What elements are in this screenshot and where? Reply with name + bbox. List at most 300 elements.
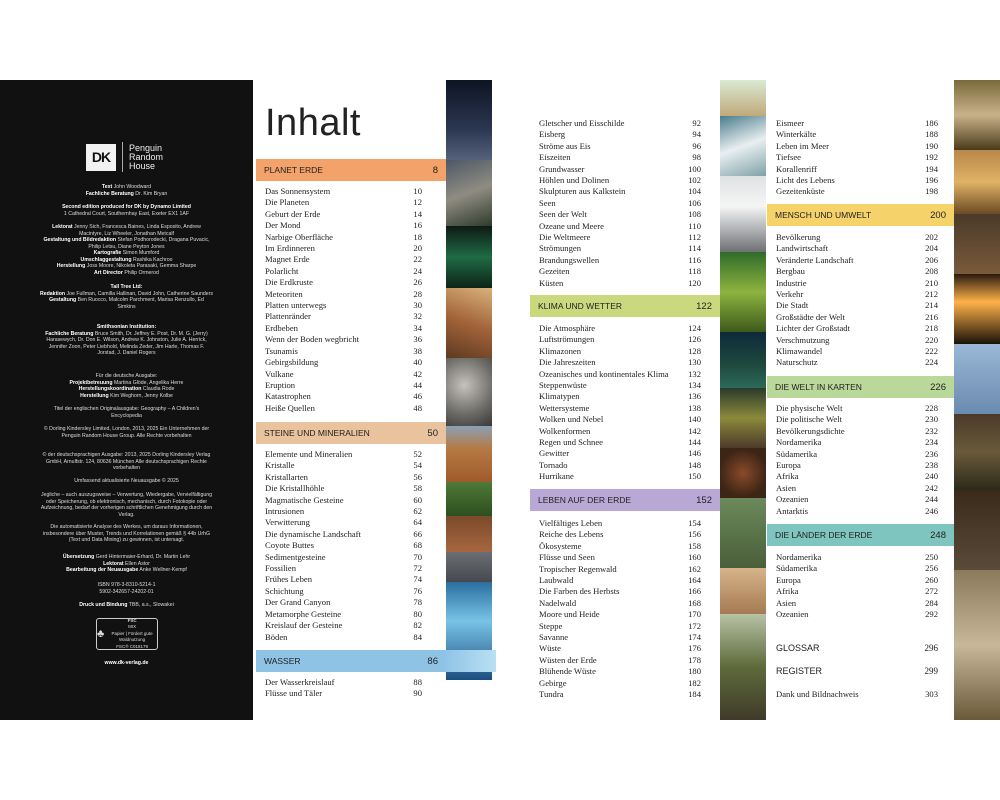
toc-entry-title: Leben im Meer	[776, 140, 829, 151]
section-die-welt-in-karten[interactable]: DIE WELT IN KARTEN 226	[767, 376, 954, 398]
toc-entry-title: Bevölkerungsdichte	[776, 425, 845, 436]
toc-entry[interactable]	[776, 232, 938, 243]
toc-entry[interactable]	[776, 471, 938, 482]
toc-entry[interactable]	[265, 506, 422, 517]
toc-entry[interactable]	[776, 323, 938, 334]
toc-entry-page: 230	[925, 414, 938, 425]
toc-entry[interactable]	[539, 621, 701, 632]
toc-list-leben-cont	[776, 118, 938, 198]
toc-entry[interactable]	[539, 278, 701, 289]
isbn: ISBN 978-3-8310-5214-1 5902-342657-24202-01	[97, 582, 156, 595]
toc-entry-title: Regen und Schnee	[539, 437, 603, 448]
toc-entry[interactable]	[776, 598, 938, 609]
toc-entry[interactable]	[265, 186, 422, 197]
toc-entry[interactable]	[539, 221, 701, 232]
toc-entry[interactable]	[539, 609, 701, 620]
toc-entry-title: Meteoriten	[265, 288, 303, 299]
toc-entry[interactable]	[265, 266, 422, 277]
section-wasser[interactable]: WASSER 86	[256, 650, 496, 672]
toc-entry-page: 42	[413, 368, 422, 379]
toc-list-leben	[539, 518, 701, 701]
section-klima-und-wetter[interactable]: KLIMA UND WETTER 122	[530, 295, 720, 317]
toc-entry[interactable]	[265, 334, 422, 345]
toc-entry[interactable]	[539, 198, 701, 209]
toc-entry[interactable]	[265, 311, 422, 322]
toc-entry-title: Kristallarten	[265, 471, 308, 482]
website: www.dk-verlag.de	[104, 660, 149, 666]
toc-entry-page: 292	[925, 609, 938, 620]
toc-entry[interactable]	[776, 278, 938, 289]
toc-entry-title: Tropischer Regenwald	[539, 563, 617, 574]
toc-entry[interactable]	[776, 609, 938, 620]
toc-entry[interactable]	[265, 677, 422, 688]
toc-entry-page: 206	[925, 254, 938, 265]
toc-entry[interactable]	[265, 688, 422, 699]
toc-entry[interactable]	[265, 460, 422, 471]
publisher-name: Penguin Random House	[129, 142, 164, 171]
toc-entry[interactable]	[539, 141, 701, 152]
toc-entry[interactable]	[265, 277, 422, 288]
toc-entry-title: Blühende Wüste	[539, 666, 596, 677]
toc-entry-page: 232	[925, 425, 938, 436]
toc-entry-title: Tornado	[539, 459, 568, 470]
toc-entry[interactable]	[539, 232, 701, 243]
dk-logo	[86, 142, 163, 172]
toc-entry[interactable]	[265, 300, 422, 311]
toc-entry[interactable]	[776, 164, 938, 175]
toc-entry[interactable]	[776, 300, 938, 311]
toc-entry[interactable]	[539, 357, 701, 368]
toc-entry-title: Vielfältiges Leben	[539, 518, 603, 528]
toc-entry-page: 62	[413, 506, 422, 517]
toc-entry-page: 66	[413, 528, 422, 539]
photo-strip-1	[446, 80, 492, 720]
toc-entry[interactable]	[776, 403, 938, 414]
toc-entry[interactable]	[776, 255, 938, 266]
toc-entry-page: 260	[925, 574, 938, 585]
toc-entry-title: Klimazonen	[539, 345, 581, 356]
toc-entry[interactable]	[539, 426, 701, 437]
toc-entry-title: Afrika	[776, 471, 799, 482]
toc-entry-page: 72	[413, 563, 422, 574]
toc-entry[interactable]	[539, 118, 701, 129]
toc-entry[interactable]	[265, 517, 422, 528]
toc-entry-title: Wettersysteme	[539, 402, 590, 413]
toc-entry[interactable]	[776, 460, 938, 471]
photo-strip-2	[720, 80, 766, 720]
toc-entry[interactable]	[539, 518, 701, 529]
toc-entry[interactable]	[776, 426, 938, 437]
toc-entry-title: Ozeanien	[776, 494, 809, 505]
toc-entry[interactable]	[776, 243, 938, 254]
toc-entry-page: 170	[688, 609, 701, 620]
toc-entry-title: Großstädte der Welt	[776, 311, 845, 322]
toc-entry-title: Nadelwald	[539, 597, 577, 608]
toc-entry-title: Savanne	[539, 632, 569, 643]
toc-entry-title: Wüste	[539, 643, 561, 654]
toc-entry-title: Ozeanien	[776, 609, 809, 620]
toc-entry[interactable]	[539, 448, 701, 459]
toc-entry-page: 114	[688, 243, 701, 254]
toc-entry-title: Eiszeiten	[539, 152, 571, 163]
section-die-laender-der-erde[interactable]: DIE LÄNDER DER ERDE 248	[767, 524, 954, 546]
toc-entry-title: Wolken und Nebel	[539, 414, 604, 425]
toc-entry[interactable]	[776, 289, 938, 300]
toc-entry-page: 242	[925, 482, 938, 493]
toc-list-laender	[776, 552, 938, 620]
toc-entry[interactable]	[265, 254, 422, 265]
toc-entry-title: Die politische Welt	[776, 414, 842, 425]
toc-entry-title: Afrika	[776, 586, 799, 597]
toc-entry-title: Tundra	[539, 689, 564, 700]
toc-entry[interactable]	[539, 380, 701, 391]
updated-edition: Umfassend aktualisierte Neuausgabe © 2025	[74, 478, 179, 484]
toc-entry-title: Böden	[265, 631, 288, 642]
toc-entry-page: 128	[688, 345, 701, 356]
toc-entry-page: 24	[413, 265, 422, 276]
toc-entry[interactable]	[539, 437, 701, 448]
toc-entry[interactable]	[539, 655, 701, 666]
toc-entry-title: Heiße Quellen	[265, 402, 315, 413]
section-mensch-und-umwelt[interactable]: MENSCH UND UMWELT 200	[767, 204, 954, 226]
toc-entry-title: Klimawandel	[776, 346, 823, 357]
toc-entry[interactable]	[776, 552, 938, 563]
toc-entry[interactable]	[539, 552, 701, 563]
toc-entry[interactable]	[539, 586, 701, 597]
toc-entry-page: 140	[688, 414, 701, 425]
toc-entry-page: 174	[688, 632, 701, 643]
toc-entry-page: 132	[688, 368, 701, 379]
toc-entry-page: 284	[925, 597, 938, 608]
toc-entry-page: 104	[688, 186, 701, 197]
toc-entry-title: Grundwasser	[539, 163, 585, 174]
toc-entry[interactable]	[539, 346, 701, 357]
toc-entry-title: Steppenwüste	[539, 380, 587, 391]
printing: Druck und Bindung TBB, a.s., Slowakei	[79, 602, 174, 608]
toc-entry-title: Moore und Heide	[539, 609, 600, 620]
toc-entry[interactable]	[539, 689, 701, 700]
toc-entry-page: 138	[688, 402, 701, 413]
toc-entry-page: 26	[413, 277, 422, 288]
toc-entry[interactable]	[265, 243, 422, 254]
toc-entry[interactable]	[265, 472, 422, 483]
toc-entry-title: Platten unterwegs	[265, 300, 327, 311]
toc-entry[interactable]	[265, 529, 422, 540]
toc-glossar[interactable]: GLOSSAR 296	[776, 643, 938, 653]
toc-entry-title: Licht des Lebens	[776, 175, 835, 186]
toc-entry[interactable]	[539, 414, 701, 425]
toc-entry-title: Höhlen und Dolinen	[539, 175, 610, 186]
toc-entry-page: 76	[413, 585, 422, 596]
page-title: Inhalt	[265, 102, 361, 144]
toc-entry-page: 136	[688, 391, 701, 402]
toc-entry-page: 92	[692, 118, 701, 128]
toc-entry[interactable]	[539, 666, 701, 677]
toc-entry-page: 188	[925, 129, 938, 140]
toc-entry-page: 208	[925, 266, 938, 277]
rights-notice: Jegliche – auch auszugsweise – Verwertung, Wiedergabe, Vervielfältigung oder Speicherung, ob elektronisch, mechanisch, durch Fotokopie oder Aufzeichnung, bedarf der vorherigen schriftlichen Genehmigung durch den Verlag.	[40, 492, 213, 518]
toc-entry-page: 168	[688, 597, 701, 608]
toc-entry[interactable]	[265, 346, 422, 357]
toc-entry-title: Bevölkerung	[776, 232, 821, 242]
toc-entry-title: Gletscher und Eisschilde	[539, 118, 625, 128]
toc-entry-page: 250	[925, 552, 938, 562]
toc-entry[interactable]	[539, 129, 701, 140]
toc-list-steine	[265, 449, 422, 643]
toc-entry-page: 194	[925, 163, 938, 174]
toc-register[interactable]: REGISTER 299	[776, 666, 938, 676]
imprint-page	[0, 80, 253, 720]
toc-entry-title: Landwirtschaft	[776, 243, 829, 254]
toc-entry[interactable]	[539, 175, 701, 186]
toc-entry[interactable]	[265, 209, 422, 220]
toc-entry[interactable]	[776, 152, 938, 163]
toc-entry-title: Kreislauf der Gesteine	[265, 620, 343, 631]
toc-entry-title: Winterkälte	[776, 129, 817, 140]
toc-entry[interactable]	[539, 460, 701, 471]
credits-german-edition: Für die deutsche Ausgabe: Projektbetreuung Martina Glöde, Angelika Herre Herstellungskoordination Claudia Rode Herstellung Kim Weghorn, Jenny Kolbe	[69, 373, 184, 399]
toc-list-wasser	[265, 677, 422, 700]
toc-entry[interactable]	[265, 197, 422, 208]
toc-entry[interactable]	[539, 209, 701, 220]
toc-entry-title: Der Mond	[265, 220, 301, 231]
toc-entry-title: Der Grand Canyon	[265, 597, 331, 608]
toc-entry[interactable]	[776, 563, 938, 574]
toc-list-planet-erde	[265, 186, 422, 414]
toc-entry[interactable]	[539, 564, 701, 575]
toc-entry[interactable]	[539, 186, 701, 197]
toc-entry[interactable]	[539, 164, 701, 175]
toc-entry[interactable]	[265, 495, 422, 506]
toc-entry-title: Ozeanisches und kontinentales Klima	[539, 368, 669, 379]
toc-entry[interactable]	[776, 129, 938, 140]
toc-entry-page: 110	[688, 220, 701, 231]
toc-entry-title: Korallenriff	[776, 163, 817, 174]
toc-entry[interactable]	[539, 598, 701, 609]
toc-entry[interactable]	[265, 449, 422, 460]
toc-entry[interactable]	[776, 414, 938, 425]
toc-entry[interactable]	[539, 529, 701, 540]
toc-entry-title: Küsten	[539, 277, 564, 288]
toc-entry[interactable]	[539, 632, 701, 643]
toc-entry[interactable]	[539, 575, 701, 586]
toc-entry[interactable]	[539, 471, 701, 482]
toc-entry-page: 106	[688, 197, 701, 208]
toc-entry-page: 108	[688, 209, 701, 220]
toc-entry[interactable]	[776, 575, 938, 586]
toc-entry-title: Asien	[776, 597, 797, 608]
toc-entry[interactable]	[776, 266, 938, 277]
toc-entry-title: Die Planeten	[265, 197, 310, 208]
toc-entry[interactable]	[265, 220, 422, 231]
toc-entry[interactable]	[265, 232, 422, 243]
section-leben-auf-der-erde[interactable]: LEBEN AUF DER ERDE 152	[530, 489, 720, 511]
toc-entry-page: 176	[688, 643, 701, 654]
toc-entry-page: 246	[925, 505, 938, 516]
toc-entry-title: Verschmutzung	[776, 334, 830, 345]
toc-entry-page: 192	[925, 152, 938, 163]
toc-entry[interactable]	[539, 152, 701, 163]
toc-entry-title: Die Atmosphäre	[539, 323, 596, 333]
toc-entry-title: Narbige Oberfläche	[265, 231, 333, 242]
toc-entry[interactable]	[265, 483, 422, 494]
toc-entry-page: 96	[692, 140, 701, 151]
toc-entry[interactable]	[776, 312, 938, 323]
toc-entry[interactable]	[265, 369, 422, 380]
toc-entry-title: Fossilien	[265, 563, 297, 574]
toc-entry[interactable]	[265, 563, 422, 574]
toc-entry-title: Steppe	[539, 620, 563, 631]
toc-entry[interactable]	[776, 506, 938, 517]
toc-entry-title: Katastrophen	[265, 391, 311, 402]
toc-entry[interactable]	[539, 323, 701, 334]
toc-entry-page: 54	[413, 460, 422, 471]
toc-entry[interactable]	[539, 369, 701, 380]
toc-entry-page: 18	[413, 231, 422, 242]
toc-entry-title: Die Erdkruste	[265, 277, 313, 288]
copyright-de: © der deutschsprachigen Ausgabe: 2013, 2025 Dorling Kindersley Verlag GmbH, Arnulfstr. 124, 80636 München Alle deutschsprachigen Rechte vorbehalten	[42, 452, 211, 471]
toc-entry[interactable]	[776, 186, 938, 197]
toc-entry-page: 70	[413, 551, 422, 562]
toc-entry-page: 212	[925, 289, 938, 300]
toc-entry[interactable]	[265, 357, 422, 368]
toc-entry[interactable]	[265, 574, 422, 585]
credits-editorial: Lektorat Jenny Sich, Francesca Baines, Linda Esposito, Andrew Macintyre, Liz Wheeler, Jonathan Metcalf Gestaltung und Bildredaktion Stefan Podhorodecki, Dragana Puvacic, Philip Letsu, Diane Peyton Jones Kartografie Simon Mumford Umschlaggestaltung Rashika Kachroo Herstellung Joss Moore, Nikoleta Parasaki, Gemma Sharpe Art Director Philip Ormerod	[43, 224, 210, 276]
toc-entry-page: 32	[413, 311, 422, 322]
toc-entry-title: Klimatypen	[539, 391, 580, 402]
toc-entry-page: 34	[413, 322, 422, 333]
toc-entry-page: 74	[413, 574, 422, 585]
toc-entry[interactable]	[265, 609, 422, 620]
toc-entry-title: Magnet Erde	[265, 254, 310, 265]
toc-entry[interactable]	[539, 391, 701, 402]
toc-entry-title: Eismeer	[776, 118, 805, 128]
toc-entry-title: Südamerika	[776, 563, 818, 574]
toc-entry-title: Magmatische Gesteine	[265, 494, 344, 505]
toc-entry-page: 130	[688, 357, 701, 368]
toc-entry[interactable]	[539, 266, 701, 277]
toc-entry-title: Gebirge	[539, 677, 567, 688]
toc-entry-page: 146	[688, 448, 701, 459]
toc-entry-title: Im Erdinneren	[265, 243, 315, 254]
original-title: Titel der englischen Originalausgabe: Geography – A Children's Encyclopedia	[53, 406, 200, 419]
toc-entry[interactable]	[539, 255, 701, 266]
toc-entry[interactable]	[776, 437, 938, 448]
toc-entry-page: 216	[925, 311, 938, 322]
toc-entry[interactable]	[265, 586, 422, 597]
credits-dynamo: Second edition produced for DK by Dynamo Limited 1 Cathedral Court, Southernhay East, Exeter EX1 1AF	[62, 204, 191, 217]
toc-entry[interactable]	[539, 678, 701, 689]
toc-entry[interactable]	[265, 380, 422, 391]
toc-entry-page: 164	[688, 575, 701, 586]
toc-entry-page: 220	[925, 334, 938, 345]
toc-entry[interactable]	[776, 449, 938, 460]
toc-entry[interactable]	[265, 597, 422, 608]
toc-entry-title: Coyote Buttes	[265, 540, 314, 551]
toc-entry-title: Tsunamis	[265, 345, 298, 356]
toc-entry[interactable]	[265, 391, 422, 402]
toc-list-klima	[539, 323, 701, 483]
toc-entry-page: 228	[925, 403, 938, 413]
toc-entry[interactable]	[776, 175, 938, 186]
toc-entry[interactable]	[265, 403, 422, 414]
toc-entry[interactable]	[776, 357, 938, 368]
toc-entry-page: 20	[413, 243, 422, 254]
toc-entry-title: Gewitter	[539, 448, 570, 459]
section-steine-und-mineralien[interactable]: STEINE UND MINERALIEN 50	[256, 422, 446, 444]
toc-entry[interactable]	[265, 540, 422, 551]
toc-entry[interactable]	[776, 346, 938, 357]
toc-entry-page: 118	[688, 266, 701, 277]
toc-entry-page: 160	[688, 552, 701, 563]
toc-entry-page: 240	[925, 471, 938, 482]
toc-entry[interactable]	[776, 494, 938, 505]
toc-entry[interactable]	[539, 643, 701, 654]
toc-entry[interactable]	[776, 141, 938, 152]
toc-entry-page: 30	[413, 300, 422, 311]
toc-entry-page: 144	[688, 437, 701, 448]
section-planet-erde[interactable]: PLANET ERDE 8	[256, 159, 446, 181]
toc-entry[interactable]	[776, 118, 938, 129]
toc-entry-page: 80	[413, 608, 422, 619]
toc-entry-title: Die physische Welt	[776, 403, 843, 413]
toc-entry-title: Die Weltmeere	[539, 232, 591, 243]
toc-entry-title: Südamerika	[776, 448, 818, 459]
toc-entry-page: 120	[688, 277, 701, 288]
toc-entry[interactable]	[265, 552, 422, 563]
toc-entry[interactable]	[539, 541, 701, 552]
toc-entry-title: Skulpturen aus Kalkstein	[539, 186, 626, 197]
toc-entry-title: Elemente und Mineralien	[265, 449, 353, 459]
toc-entry-page: 202	[925, 232, 938, 242]
toc-entry-page: 60	[413, 494, 422, 505]
toc-entry-page: 186	[925, 118, 938, 128]
toc-entry-title: Metamorphe Gesteine	[265, 608, 342, 619]
toc-dank[interactable]: Dank und Bildnachweis 303	[776, 689, 938, 699]
toc-entry[interactable]	[539, 403, 701, 414]
toc-entry[interactable]	[539, 334, 701, 345]
toc-entry[interactable]	[776, 483, 938, 494]
toc-entry[interactable]	[265, 632, 422, 643]
toc-entry-page: 46	[413, 391, 422, 402]
toc-entry-page: 204	[925, 243, 938, 254]
toc-entry[interactable]	[265, 620, 422, 631]
toc-entry-title: Bergbau	[776, 266, 805, 277]
toc-entry-page: 90	[413, 688, 422, 699]
toc-entry-title: Die Jahreszeiten	[539, 357, 596, 368]
toc-entry-page: 236	[925, 448, 938, 459]
toc-entry-title: Europa	[776, 460, 801, 471]
toc-entry-title: Die Stadt	[776, 300, 809, 311]
toc-entry-title: Veränderte Landschaft	[776, 254, 854, 265]
toc-entry[interactable]	[265, 289, 422, 300]
toc-entry-title: Europa	[776, 574, 801, 585]
toc-entry-page: 214	[925, 300, 938, 311]
toc-entry-title: Eruption	[265, 379, 296, 390]
toc-entry[interactable]	[776, 586, 938, 597]
toc-entry-page: 222	[925, 346, 938, 357]
toc-entry[interactable]	[265, 323, 422, 334]
toc-entry-page: 44	[413, 379, 422, 390]
toc-entry-title: Gebirgsbildung	[265, 357, 319, 368]
toc-entry[interactable]	[539, 243, 701, 254]
toc-entry-title: Gezeitenküste	[776, 186, 825, 197]
toc-entry[interactable]	[776, 335, 938, 346]
toc-entry-title: Verkehr	[776, 289, 804, 300]
toc-entry-page: 58	[413, 483, 422, 494]
toc-entry-title: Tiefsee	[776, 152, 801, 163]
toc-entry-page: 22	[413, 254, 422, 265]
